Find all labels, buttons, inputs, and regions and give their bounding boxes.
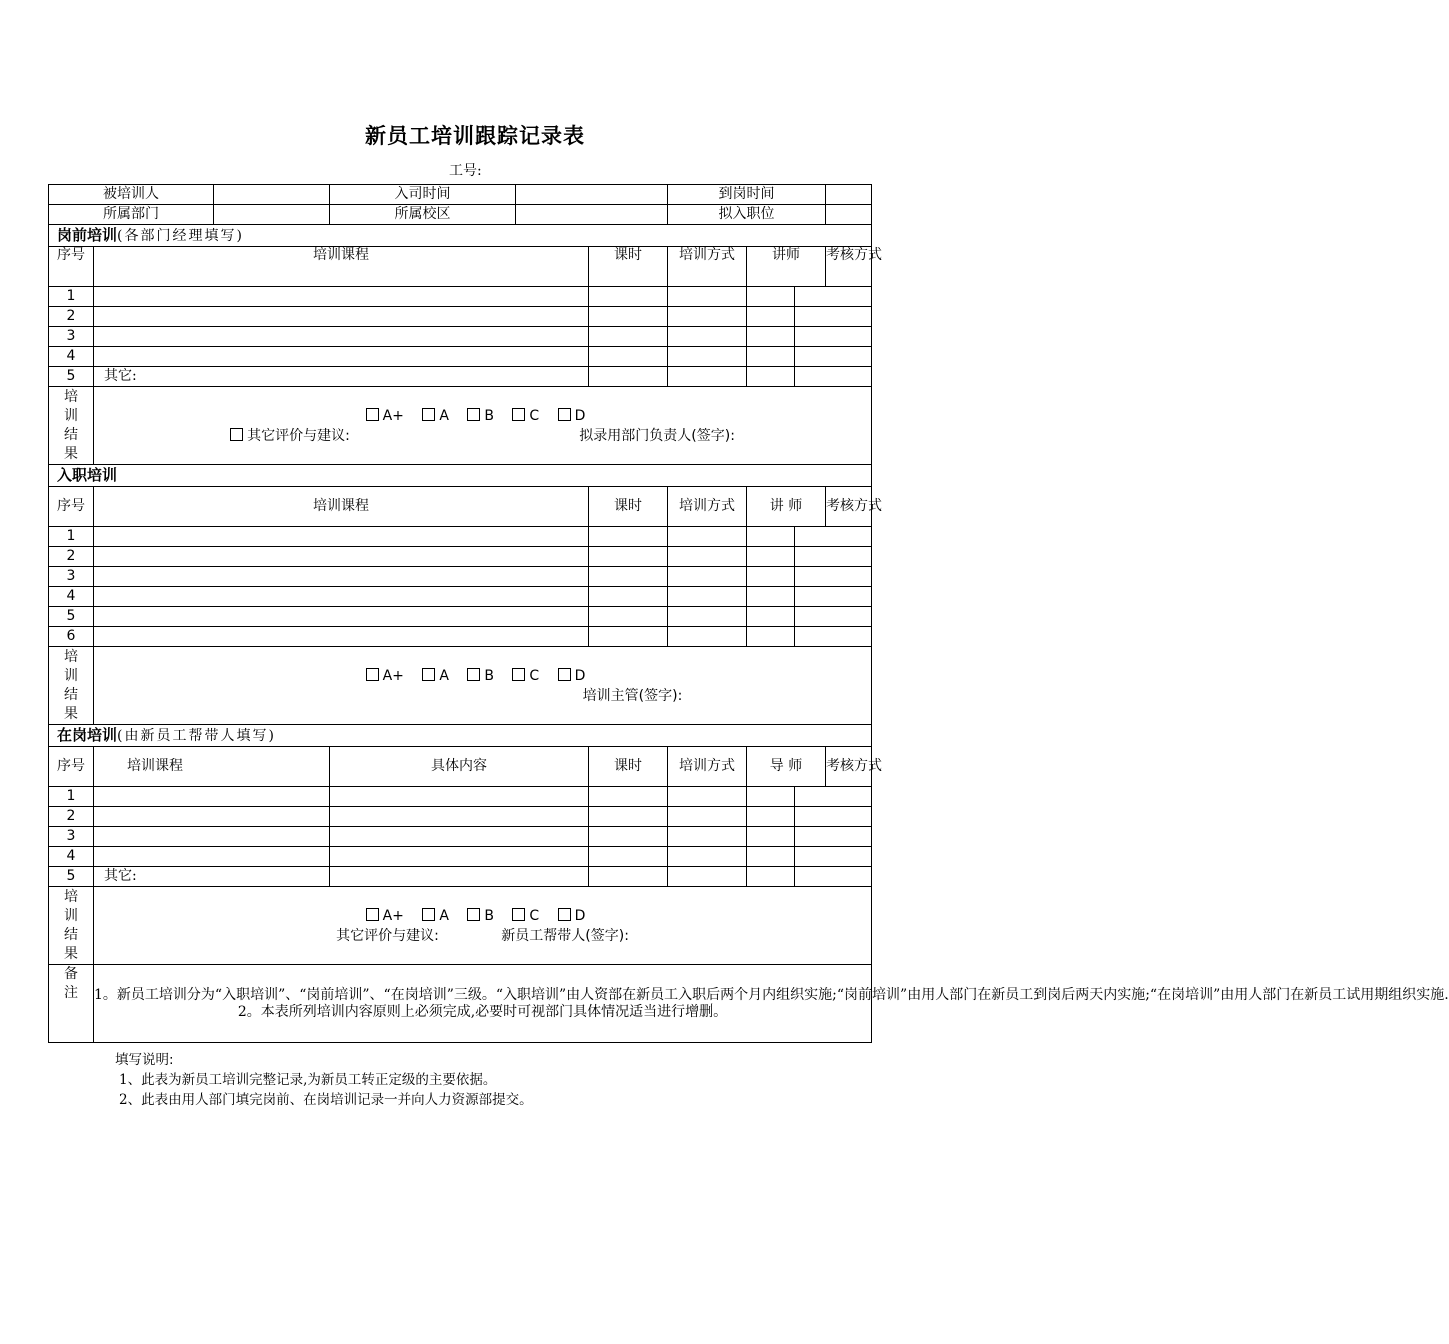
hours-cell[interactable] [589, 347, 668, 367]
course-cell[interactable] [94, 567, 589, 587]
result-cell [94, 887, 872, 965]
grade-b-checkbox[interactable]: B [467, 908, 494, 924]
assess-cell[interactable] [795, 787, 872, 807]
page-title: 新员工培训跟踪记录表 [365, 124, 585, 148]
remark-item-1: 1。新员工培训分为“入职培训”、“岗前培训”、“在岗培训”三级。“入职培训”由人资部在新员工入职后两个月内组织实施;“岗前培训”由用人部门在新员工到岗后两天内实施;“在岗培训”由用人部门在新员工试用期组织实施. [94, 986, 1449, 1003]
lecturer-header: 讲师 [747, 247, 826, 287]
lecturer-cell[interactable] [747, 627, 795, 647]
method-cell[interactable] [668, 527, 747, 547]
table-row [49, 287, 872, 307]
assess-cell[interactable] [795, 547, 872, 567]
result-label: 培训结果 [49, 647, 94, 725]
method-cell[interactable] [668, 807, 747, 827]
hours-cell[interactable] [589, 307, 668, 327]
fill-instruction-item: 1、此表为新员工培训完整记录,为新员工转正定级的主要依据。 [119, 1072, 497, 1088]
seq-cell: 2 [49, 547, 94, 567]
method-cell[interactable] [668, 307, 747, 327]
method-cell[interactable] [668, 347, 747, 367]
course-cell[interactable] [94, 827, 330, 847]
lecturer-cell[interactable] [747, 287, 795, 307]
info-row [49, 185, 872, 205]
seq-cell: 5 [49, 607, 94, 627]
seq-header: 序号 [49, 747, 94, 787]
seq-cell: 4 [49, 847, 94, 867]
table-row [49, 367, 872, 387]
lecturer-cell[interactable] [747, 367, 795, 387]
grade-options [94, 906, 871, 926]
grade-options [94, 666, 871, 686]
department-field[interactable] [214, 205, 330, 225]
content-cell[interactable] [330, 867, 589, 887]
grade-options [94, 406, 871, 426]
onboarding-header-row [49, 487, 872, 527]
table-row [49, 527, 872, 547]
pre-job-header-row [49, 247, 872, 287]
course-cell[interactable] [94, 287, 589, 307]
method-cell[interactable] [668, 847, 747, 867]
lecturer-cell[interactable] [747, 527, 795, 547]
comment-label: 其它评价与建议: [336, 927, 439, 944]
content-cell[interactable] [330, 807, 589, 827]
table-row [49, 587, 872, 607]
grade-a-checkbox[interactable]: A [422, 408, 449, 424]
result-cell [94, 387, 872, 465]
hours-cell[interactable] [589, 627, 668, 647]
seq-header: 序号 [49, 247, 94, 287]
grade-d-checkbox[interactable]: D [558, 668, 586, 684]
assess-cell[interactable] [795, 327, 872, 347]
comment-line [94, 426, 871, 446]
signature-label: 培训主管(签字): [582, 687, 683, 704]
hours-cell[interactable] [589, 327, 668, 347]
course-cell[interactable] [94, 607, 589, 627]
grade-d-checkbox[interactable]: D [558, 908, 586, 924]
course-cell[interactable] [94, 307, 589, 327]
trainee-field[interactable] [214, 185, 330, 205]
hours-header: 课时 [589, 747, 668, 787]
info-row [49, 205, 872, 225]
assess-cell[interactable] [795, 367, 872, 387]
seq-cell: 3 [49, 567, 94, 587]
hours-cell[interactable] [589, 787, 668, 807]
content-cell[interactable] [330, 827, 589, 847]
pre-job-result-row [49, 387, 872, 465]
mentor-cell[interactable] [747, 847, 795, 867]
table-row [49, 327, 872, 347]
hours-cell[interactable] [589, 567, 668, 587]
grade-c-checkbox[interactable]: C [512, 408, 539, 424]
pre-job-section-title: 岗前培训(各部门经理填写) [49, 225, 872, 247]
course-cell[interactable] [94, 587, 589, 607]
comment-checkbox[interactable]: 其它评价与建议: [230, 428, 350, 444]
assess-cell[interactable] [795, 307, 872, 327]
hours-cell[interactable] [589, 587, 668, 607]
course-cell[interactable] [94, 327, 589, 347]
table-row [49, 307, 872, 327]
other-cell[interactable]: 其它: [94, 367, 589, 387]
signature-label: 新员工帮带人(签字): [501, 927, 629, 944]
assess-cell[interactable] [795, 347, 872, 367]
onboarding-result-row [49, 647, 872, 725]
content-cell[interactable] [330, 847, 589, 867]
seq-cell: 6 [49, 627, 94, 647]
employee-number-label: 工号: [449, 163, 482, 179]
signature-line [94, 686, 871, 706]
seq-cell: 2 [49, 307, 94, 327]
course-cell[interactable] [94, 527, 589, 547]
method-cell[interactable] [668, 567, 747, 587]
on-job-section-title: 在岗培训(由新员工帮带人填写) [49, 725, 872, 747]
lecturer-cell[interactable] [747, 347, 795, 367]
signature-label: 拟录用部门负责人(签字): [579, 427, 735, 444]
method-cell[interactable] [668, 867, 747, 887]
seq-cell: 1 [49, 787, 94, 807]
course-cell[interactable] [94, 787, 330, 807]
trainee-label: 被培训人 [49, 185, 214, 205]
seq-cell: 5 [49, 367, 94, 387]
assess-cell[interactable] [795, 627, 872, 647]
mentor-header: 导 师 [747, 747, 826, 787]
training-record-table [48, 184, 1449, 1043]
course-header: 培训课程 [94, 487, 589, 527]
remark-item-2: 2。本表所列培训内容原则上必须完成,必要时可视部门具体情况适当进行增删。 [237, 1003, 728, 1020]
result-label: 培训结果 [49, 887, 94, 965]
table-row [49, 867, 872, 887]
assess-cell[interactable] [795, 847, 872, 867]
remarks-row [49, 965, 872, 1043]
course-cell[interactable] [94, 347, 589, 367]
method-cell[interactable] [668, 547, 747, 567]
course-cell[interactable] [94, 807, 330, 827]
method-cell[interactable] [668, 607, 747, 627]
method-header: 培训方式 [668, 247, 747, 287]
fill-instructions [115, 1050, 533, 1110]
lecturer-header: 讲 师 [747, 487, 826, 527]
method-cell[interactable] [668, 627, 747, 647]
mentor-cell[interactable] [747, 827, 795, 847]
result-label: 培训结果 [49, 387, 94, 465]
grade-c-checkbox[interactable]: C [512, 668, 539, 684]
mentor-cell[interactable] [747, 787, 795, 807]
join-date-label: 入司时间 [330, 185, 516, 205]
grade-a-plus-checkbox[interactable]: A+ [366, 408, 404, 424]
seq-cell: 4 [49, 587, 94, 607]
seq-cell: 5 [49, 867, 94, 887]
seq-cell: 1 [49, 287, 94, 307]
mentor-cell[interactable] [747, 867, 795, 887]
seq-cell: 3 [49, 827, 94, 847]
assess-cell[interactable] [795, 607, 872, 627]
method-cell[interactable] [668, 587, 747, 607]
lecturer-cell[interactable] [747, 547, 795, 567]
grade-a-checkbox[interactable]: A [422, 908, 449, 924]
hours-cell[interactable] [589, 287, 668, 307]
mentor-cell[interactable] [747, 807, 795, 827]
position-field[interactable] [826, 205, 872, 225]
hours-cell[interactable] [589, 827, 668, 847]
hours-cell[interactable] [589, 807, 668, 827]
assess-cell[interactable] [795, 287, 872, 307]
course-cell[interactable] [94, 547, 589, 567]
assess-cell[interactable] [795, 527, 872, 547]
table-row [49, 567, 872, 587]
method-cell[interactable] [668, 787, 747, 807]
assess-cell[interactable] [795, 587, 872, 607]
lecturer-cell[interactable] [747, 567, 795, 587]
table-row [49, 347, 872, 367]
lecturer-cell[interactable] [747, 327, 795, 347]
other-cell[interactable]: 其它: [94, 867, 330, 887]
seq-cell: 2 [49, 807, 94, 827]
grade-b-checkbox[interactable]: B [467, 408, 494, 424]
table-row [49, 847, 872, 867]
on-job-result-row [49, 887, 872, 965]
course-header: 培训课程 [94, 747, 330, 787]
join-date-field[interactable] [516, 185, 668, 205]
seq-header: 序号 [49, 487, 94, 527]
result-cell [94, 647, 872, 725]
onboard-date-label: 到岗时间 [668, 185, 826, 205]
method-header: 培训方式 [668, 747, 747, 787]
grade-a-plus-checkbox[interactable]: A+ [366, 908, 404, 924]
lecturer-cell[interactable] [747, 587, 795, 607]
content-header: 具体内容 [330, 747, 589, 787]
onboard-date-field[interactable] [826, 185, 872, 205]
lecturer-cell[interactable] [747, 607, 795, 627]
seq-cell: 4 [49, 347, 94, 367]
grade-c-checkbox[interactable]: C [512, 908, 539, 924]
position-label: 拟入职位 [668, 205, 826, 225]
method-cell[interactable] [668, 287, 747, 307]
seq-cell: 1 [49, 527, 94, 547]
course-header: 培训课程 [94, 247, 589, 287]
fill-instruction-item: 2、此表由用人部门填完岗前、在岗培训记录一并向人力资源部提交。 [119, 1092, 533, 1108]
assess-cell[interactable] [795, 867, 872, 887]
grade-a-plus-checkbox[interactable]: A+ [366, 668, 404, 684]
method-cell[interactable] [668, 827, 747, 847]
table-row [49, 787, 872, 807]
hours-cell[interactable] [589, 607, 668, 627]
hours-header: 课时 [589, 247, 668, 287]
method-header: 培训方式 [668, 487, 747, 527]
table-row [49, 827, 872, 847]
grade-a-checkbox[interactable]: A [422, 668, 449, 684]
hours-header: 课时 [589, 487, 668, 527]
course-cell[interactable] [94, 847, 330, 867]
table-row [49, 547, 872, 567]
content-cell[interactable] [330, 787, 589, 807]
method-cell[interactable] [668, 327, 747, 347]
course-cell[interactable] [94, 627, 589, 647]
on-job-header-row [49, 747, 872, 787]
assess-header: 考核方式 [826, 247, 872, 287]
hours-cell[interactable] [589, 867, 668, 887]
remarks-label: 备注 [49, 965, 94, 1043]
department-label: 所属部门 [49, 205, 214, 225]
hours-cell[interactable] [589, 367, 668, 387]
grade-b-checkbox[interactable]: B [467, 668, 494, 684]
onboarding-section-title: 入职培训 [49, 465, 872, 487]
table-row [49, 627, 872, 647]
assess-header: 考核方式 [826, 487, 872, 527]
fill-instructions-title: 填写说明: [115, 1052, 174, 1068]
table-row [49, 607, 872, 627]
table-row [49, 807, 872, 827]
method-cell[interactable] [668, 367, 747, 387]
hours-cell[interactable] [589, 527, 668, 547]
assess-cell[interactable] [795, 567, 872, 587]
assess-cell[interactable] [795, 827, 872, 847]
campus-label: 所属校区 [330, 205, 516, 225]
grade-d-checkbox[interactable]: D [558, 408, 586, 424]
lecturer-cell[interactable] [747, 307, 795, 327]
assess-cell[interactable] [795, 807, 872, 827]
seq-cell: 3 [49, 327, 94, 347]
comment-line [94, 926, 871, 946]
campus-field[interactable] [516, 205, 668, 225]
assess-header: 考核方式 [826, 747, 872, 787]
hours-cell[interactable] [589, 547, 668, 567]
remarks-text [94, 965, 1449, 1043]
hours-cell[interactable] [589, 847, 668, 867]
